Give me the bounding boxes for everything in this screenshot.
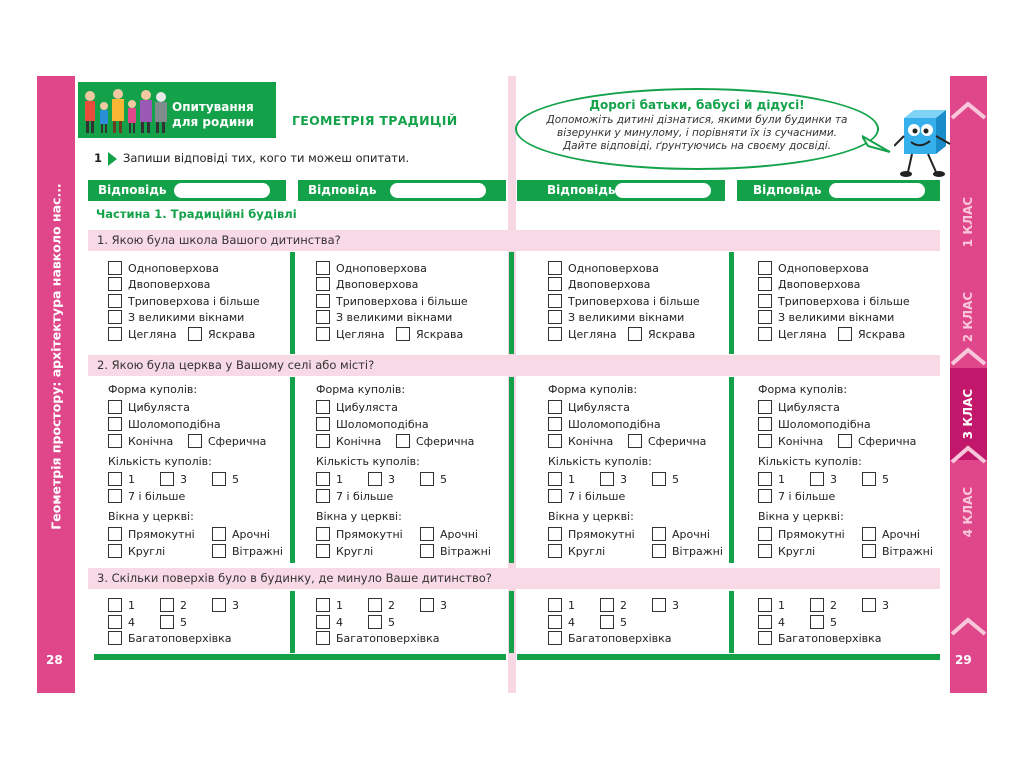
checkbox-count-7-more[interactable]: 7 і більше xyxy=(316,489,393,503)
grade-tab-4[interactable]: 4 КЛАС xyxy=(961,486,976,538)
checkbox-conical-dome[interactable]: Конічна xyxy=(548,434,613,448)
answer-bar-4: Відповідь xyxy=(737,180,940,201)
checkbox-brick[interactable]: Цегляна xyxy=(316,327,385,341)
checkbox[interactable] xyxy=(396,434,410,448)
checkbox[interactable] xyxy=(420,598,434,612)
checkbox-high-rise[interactable]: Багатоповерхівка xyxy=(108,631,232,645)
domes-count-label: Кількість куполів: xyxy=(758,455,862,468)
chapter-title: Геометрія простору: архітектура навколо нас... xyxy=(48,182,64,530)
checkbox[interactable] xyxy=(108,277,122,291)
checkbox-one-storey[interactable]: Одноповерхова xyxy=(108,261,219,275)
checkbox-one-storey[interactable]: Одноповерхова xyxy=(758,261,869,275)
checkbox[interactable] xyxy=(758,327,772,341)
checkbox[interactable] xyxy=(758,615,772,629)
checkbox[interactable] xyxy=(862,527,876,541)
checkbox-bright[interactable]: Яскрава xyxy=(396,327,463,341)
checkbox-spherical-dome[interactable]: Сферична xyxy=(396,434,474,448)
domes-shape-label: Форма куполів: xyxy=(758,383,848,396)
grade-tab-1[interactable]: 1 КЛАС xyxy=(961,196,976,248)
checkbox-arched-windows[interactable]: Арочні xyxy=(862,527,920,541)
checkbox-spherical-dome[interactable]: Сферична xyxy=(188,434,266,448)
question-bar-3: 3. Скільки поверхів було в будинку, де минуло Ваше дитинство? xyxy=(88,568,940,589)
grade-tab-3[interactable]: 3 КЛАС xyxy=(950,368,987,460)
checkbox-floors-1[interactable]: 1 xyxy=(108,598,135,612)
answer-field-3[interactable] xyxy=(615,183,711,198)
checkbox-count-5[interactable]: 5 xyxy=(862,472,889,486)
checkbox[interactable] xyxy=(212,527,226,541)
checkbox-conical-dome[interactable]: Конічна xyxy=(316,434,381,448)
checkbox-brick[interactable]: Цегляна xyxy=(548,327,617,341)
checkbox[interactable] xyxy=(758,527,772,541)
checkbox[interactable] xyxy=(316,400,330,414)
checkbox-three-storey[interactable]: Триповерхова і більше xyxy=(548,294,700,308)
checkbox[interactable] xyxy=(548,527,562,541)
checkbox-count-1[interactable]: 1 xyxy=(108,472,135,486)
windows-label: Вікна у церкві: xyxy=(316,510,402,523)
checkbox-high-rise[interactable]: Багатоповерхівка xyxy=(316,631,440,645)
part-title: Частина 1. Традиційні будівлі xyxy=(96,207,297,221)
checkbox[interactable] xyxy=(108,527,122,541)
page-number-right: 29 xyxy=(955,653,972,667)
checkbox-three-storey[interactable]: Триповерхова і більше xyxy=(316,294,468,308)
answer-field-1[interactable] xyxy=(174,183,270,198)
windows-label: Вікна у церкві: xyxy=(758,510,844,523)
checkbox[interactable] xyxy=(758,598,772,612)
checkbox-high-rise[interactable]: Багатоповерхівка xyxy=(548,631,672,645)
checkbox[interactable] xyxy=(160,472,174,486)
checkbox-brick[interactable]: Цегляна xyxy=(108,327,177,341)
checkbox[interactable] xyxy=(316,261,330,275)
family-illustration xyxy=(80,84,172,136)
column-divider xyxy=(509,252,514,354)
checkbox[interactable] xyxy=(838,434,852,448)
checkbox[interactable] xyxy=(108,261,122,275)
checkbox[interactable] xyxy=(758,434,772,448)
checkbox[interactable] xyxy=(316,598,330,612)
checkbox[interactable] xyxy=(108,417,122,431)
checkbox-round-windows[interactable]: Круглі xyxy=(758,544,815,558)
checkbox[interactable] xyxy=(368,472,382,486)
checkbox-floors-5[interactable]: 5 xyxy=(810,615,837,629)
checkbox[interactable] xyxy=(758,544,772,558)
checkbox[interactable] xyxy=(108,327,122,341)
checkbox-floors-3[interactable]: 3 xyxy=(862,598,889,612)
checkbox[interactable] xyxy=(188,434,202,448)
checkbox-spherical-dome[interactable]: Сферична xyxy=(628,434,706,448)
checkbox-count-3[interactable]: 3 xyxy=(600,472,627,486)
checkbox-onion-dome[interactable]: Цибуляста xyxy=(548,400,630,414)
answer-field-2[interactable] xyxy=(390,183,486,198)
arrow-icon xyxy=(108,152,117,166)
checkbox[interactable] xyxy=(316,294,330,308)
checkbox[interactable] xyxy=(316,489,330,503)
checkbox-onion-dome[interactable]: Цибуляста xyxy=(758,400,840,414)
checkbox[interactable] xyxy=(600,472,614,486)
checkbox[interactable] xyxy=(188,327,202,341)
column-divider xyxy=(729,252,734,354)
checkbox[interactable] xyxy=(316,615,330,629)
checkbox[interactable] xyxy=(316,310,330,324)
checkbox-count-1[interactable]: 1 xyxy=(758,472,785,486)
checkbox-stained-windows[interactable]: Вітражні xyxy=(212,544,283,558)
chevron-icon xyxy=(950,616,987,636)
checkbox-floors-5[interactable]: 5 xyxy=(368,615,395,629)
checkbox-floors-3[interactable]: 3 xyxy=(420,598,447,612)
chevron-icon xyxy=(950,444,987,464)
checkbox-conical-dome[interactable]: Конічна xyxy=(108,434,173,448)
answer-bar-2: Відповідь xyxy=(298,180,506,201)
checkbox-count-3[interactable]: 3 xyxy=(368,472,395,486)
checkbox-round-windows[interactable]: Круглі xyxy=(108,544,165,558)
checkbox-floors-1[interactable]: 1 xyxy=(548,598,575,612)
checkbox[interactable] xyxy=(548,400,562,414)
checkbox-rect-windows[interactable]: Прямокутні xyxy=(108,527,195,541)
checkbox[interactable] xyxy=(810,598,824,612)
checkbox-two-storey[interactable]: Двоповерхова xyxy=(548,277,650,291)
checkbox[interactable] xyxy=(652,527,666,541)
checkbox[interactable] xyxy=(368,598,382,612)
checkbox[interactable] xyxy=(862,598,876,612)
checkbox[interactable] xyxy=(160,598,174,612)
checkbox-count-7-more[interactable]: 7 і більше xyxy=(108,489,185,503)
column-divider xyxy=(290,377,295,563)
grade-tab-2[interactable]: 2 КЛАС xyxy=(961,291,976,343)
checkbox[interactable] xyxy=(316,472,330,486)
checkbox[interactable] xyxy=(212,598,226,612)
checkbox-floors-5[interactable]: 5 xyxy=(160,615,187,629)
checkbox[interactable] xyxy=(628,327,642,341)
checkbox[interactable] xyxy=(758,294,772,308)
bottom-rule-right xyxy=(517,654,940,660)
checkbox[interactable] xyxy=(862,544,876,558)
column-divider xyxy=(509,377,514,563)
checkbox[interactable] xyxy=(758,417,772,431)
checkbox-count-5[interactable]: 5 xyxy=(652,472,679,486)
checkbox-conical-dome[interactable]: Конічна xyxy=(758,434,823,448)
chevron-icon xyxy=(950,346,987,366)
checkbox[interactable] xyxy=(628,434,642,448)
checkbox-count-1[interactable]: 1 xyxy=(316,472,343,486)
checkbox[interactable] xyxy=(600,598,614,612)
checkbox-round-windows[interactable]: Круглі xyxy=(316,544,373,558)
parents-note-bubble xyxy=(515,88,879,170)
checkbox[interactable] xyxy=(862,472,876,486)
checkbox[interactable] xyxy=(548,277,562,291)
checkbox-count-5[interactable]: 5 xyxy=(420,472,447,486)
checkbox-floors-4[interactable]: 4 xyxy=(316,615,343,629)
checkbox-floors-2[interactable]: 2 xyxy=(160,598,187,612)
domes-shape-label: Форма куполів: xyxy=(548,383,638,396)
checkbox-helmet-dome[interactable]: Шоломоподібна xyxy=(548,417,661,431)
checkbox-stained-windows[interactable]: Вітражні xyxy=(420,544,491,558)
checkbox[interactable] xyxy=(396,327,410,341)
checkbox[interactable] xyxy=(108,615,122,629)
column-divider xyxy=(290,252,295,354)
answer-bar-3: Відповідь xyxy=(517,180,725,201)
checkbox[interactable] xyxy=(652,544,666,558)
checkbox-one-storey[interactable]: Одноповерхова xyxy=(316,261,427,275)
checkbox[interactable] xyxy=(212,544,226,558)
checkbox-floors-2[interactable]: 2 xyxy=(810,598,837,612)
checkbox-big-windows[interactable]: З великими вікнами xyxy=(316,310,452,324)
checkbox-arched-windows[interactable]: Арочні xyxy=(212,527,270,541)
column-divider xyxy=(729,591,734,653)
checkbox[interactable] xyxy=(548,327,562,341)
checkbox[interactable] xyxy=(548,261,562,275)
checkbox[interactable] xyxy=(548,472,562,486)
checkbox[interactable] xyxy=(548,489,562,503)
checkbox[interactable] xyxy=(758,261,772,275)
checkbox-floors-4[interactable]: 4 xyxy=(758,615,785,629)
survey-label: Опитування для родини xyxy=(172,100,254,129)
bubble-tail-icon xyxy=(862,134,892,154)
checkbox-count-7-more[interactable]: 7 і більше xyxy=(758,489,835,503)
domes-shape-label: Форма куполів: xyxy=(316,383,406,396)
checkbox[interactable] xyxy=(548,615,562,629)
task-number: 1 xyxy=(94,151,103,165)
checkbox-helmet-dome[interactable]: Шоломоподібна xyxy=(758,417,871,431)
checkbox[interactable] xyxy=(810,472,824,486)
checkbox-round-windows[interactable]: Круглі xyxy=(548,544,605,558)
checkbox-onion-dome[interactable]: Цибуляста xyxy=(316,400,398,414)
checkbox[interactable] xyxy=(212,472,226,486)
checkbox-floors-4[interactable]: 4 xyxy=(108,615,135,629)
task-instruction xyxy=(94,151,409,166)
checkbox[interactable] xyxy=(108,294,122,308)
checkbox-stained-windows[interactable]: Вітражні xyxy=(862,544,933,558)
column-divider xyxy=(729,377,734,563)
checkbox[interactable] xyxy=(758,310,772,324)
checkbox[interactable] xyxy=(548,544,562,558)
bubble-text: Допоможіть дитині дізнатися, якими були будинки та візерунки у минулому, і порівняти їх із сучасними. Дайте відповіді, ґрунтуючись на своєму досвіді. xyxy=(546,114,848,152)
checkbox[interactable] xyxy=(548,417,562,431)
checkbox[interactable] xyxy=(108,544,122,558)
answer-field-4[interactable] xyxy=(829,183,925,198)
checkbox-floors-3[interactable]: 3 xyxy=(652,598,679,612)
checkbox-stained-windows[interactable]: Вітражні xyxy=(652,544,723,558)
checkbox[interactable] xyxy=(108,489,122,503)
checkbox[interactable] xyxy=(420,472,434,486)
domes-shape-label: Форма куполів: xyxy=(108,383,198,396)
checkbox-three-storey[interactable]: Триповерхова і більше xyxy=(758,294,910,308)
checkbox-brick[interactable]: Цегляна xyxy=(758,327,827,341)
checkbox[interactable] xyxy=(548,294,562,308)
checkbox-count-3[interactable]: 3 xyxy=(810,472,837,486)
checkbox-two-storey[interactable]: Двоповерхова xyxy=(758,277,860,291)
checkbox-arched-windows[interactable]: Арочні xyxy=(652,527,710,541)
checkbox-count-5[interactable]: 5 xyxy=(212,472,239,486)
checkbox-high-rise[interactable]: Багатоповерхівка xyxy=(758,631,882,645)
windows-label: Вікна у церкві: xyxy=(108,510,194,523)
checkbox[interactable] xyxy=(368,615,382,629)
checkbox-floors-2[interactable]: 2 xyxy=(368,598,395,612)
checkbox[interactable] xyxy=(838,327,852,341)
page-number-left: 28 xyxy=(46,653,63,667)
checkbox-one-storey[interactable]: Одноповерхова xyxy=(548,261,659,275)
checkbox[interactable] xyxy=(108,310,122,324)
bubble-title: Дорогі батьки, бабусі й дідусі! xyxy=(589,98,805,112)
checkbox[interactable] xyxy=(600,615,614,629)
checkbox[interactable] xyxy=(420,527,434,541)
checkbox-floors-1[interactable]: 1 xyxy=(758,598,785,612)
checkbox[interactable] xyxy=(316,417,330,431)
checkbox[interactable] xyxy=(758,489,772,503)
column-divider xyxy=(290,591,295,653)
checkbox-rect-windows[interactable]: Прямокутні xyxy=(316,527,403,541)
question-bar-2: 2. Якою була церква у Вашому селі або місті? xyxy=(88,355,940,376)
checkbox-bright[interactable]: Яскрава xyxy=(838,327,905,341)
checkbox[interactable] xyxy=(758,400,772,414)
checkbox-count-3[interactable]: 3 xyxy=(160,472,187,486)
checkbox[interactable] xyxy=(316,544,330,558)
checkbox[interactable] xyxy=(548,310,562,324)
checkbox-floors-2[interactable]: 2 xyxy=(600,598,627,612)
checkbox-floors-4[interactable]: 4 xyxy=(548,615,575,629)
checkbox-floors-1[interactable]: 1 xyxy=(316,598,343,612)
checkbox-three-storey[interactable]: Триповерхова і більше xyxy=(108,294,260,308)
bottom-rule-left xyxy=(94,654,506,660)
domes-count-label: Кількість куполів: xyxy=(548,455,652,468)
checkbox-rect-windows[interactable]: Прямокутні xyxy=(548,527,635,541)
checkbox[interactable] xyxy=(160,615,174,629)
checkbox-onion-dome[interactable]: Цибуляста xyxy=(108,400,190,414)
checkbox-arched-windows[interactable]: Арочні xyxy=(420,527,478,541)
checkbox[interactable] xyxy=(758,631,772,645)
checkbox[interactable] xyxy=(420,544,434,558)
checkbox-big-windows[interactable]: З великими вікнами xyxy=(758,310,894,324)
windows-label: Вікна у церкві: xyxy=(548,510,634,523)
checkbox-big-windows[interactable]: З великими вікнами xyxy=(108,310,244,324)
checkbox[interactable] xyxy=(316,277,330,291)
checkbox-rect-windows[interactable]: Прямокутні xyxy=(758,527,845,541)
checkbox-bright[interactable]: Яскрава xyxy=(628,327,695,341)
domes-count-label: Кількість куполів: xyxy=(316,455,420,468)
checkbox-spherical-dome[interactable]: Сферична xyxy=(838,434,916,448)
checkbox[interactable] xyxy=(548,631,562,645)
checkbox[interactable] xyxy=(548,434,562,448)
checkbox[interactable] xyxy=(108,598,122,612)
checkbox[interactable] xyxy=(108,434,122,448)
checkbox-floors-3[interactable]: 3 xyxy=(212,598,239,612)
checkbox[interactable] xyxy=(108,631,122,645)
checkbox-bright[interactable]: Яскрава xyxy=(188,327,255,341)
checkbox[interactable] xyxy=(758,472,772,486)
checkbox[interactable] xyxy=(108,472,122,486)
task-text: Запиши відповіді тих, кого ти можеш опитати. xyxy=(123,151,410,165)
cube-mascot-icon xyxy=(894,106,958,186)
checkbox[interactable] xyxy=(316,631,330,645)
answer-bar-1: Відповідь xyxy=(88,180,286,201)
domes-count-label: Кількість куполів: xyxy=(108,455,212,468)
checkbox[interactable] xyxy=(316,327,330,341)
page-title: ГЕОМЕТРІЯ ТРАДИЦІЙ xyxy=(292,113,458,128)
column-divider xyxy=(509,591,514,653)
checkbox[interactable] xyxy=(108,400,122,414)
checkbox-helmet-dome[interactable]: Шоломоподібна xyxy=(108,417,221,431)
left-side-strip xyxy=(37,76,75,693)
checkbox-count-1[interactable]: 1 xyxy=(548,472,575,486)
checkbox[interactable] xyxy=(652,472,666,486)
checkbox-count-7-more[interactable]: 7 і більше xyxy=(548,489,625,503)
checkbox[interactable] xyxy=(548,598,562,612)
checkbox-two-storey[interactable]: Двоповерхова xyxy=(316,277,418,291)
checkbox-helmet-dome[interactable]: Шоломоподібна xyxy=(316,417,429,431)
checkbox[interactable] xyxy=(758,277,772,291)
checkbox-big-windows[interactable]: З великими вікнами xyxy=(548,310,684,324)
checkbox[interactable] xyxy=(652,598,666,612)
checkbox-floors-5[interactable]: 5 xyxy=(600,615,627,629)
question-bar-1: 1. Якою була школа Вашого дитинства? xyxy=(88,230,940,251)
checkbox[interactable] xyxy=(810,615,824,629)
checkbox-two-storey[interactable]: Двоповерхова xyxy=(108,277,210,291)
checkbox[interactable] xyxy=(316,434,330,448)
checkbox[interactable] xyxy=(316,527,330,541)
